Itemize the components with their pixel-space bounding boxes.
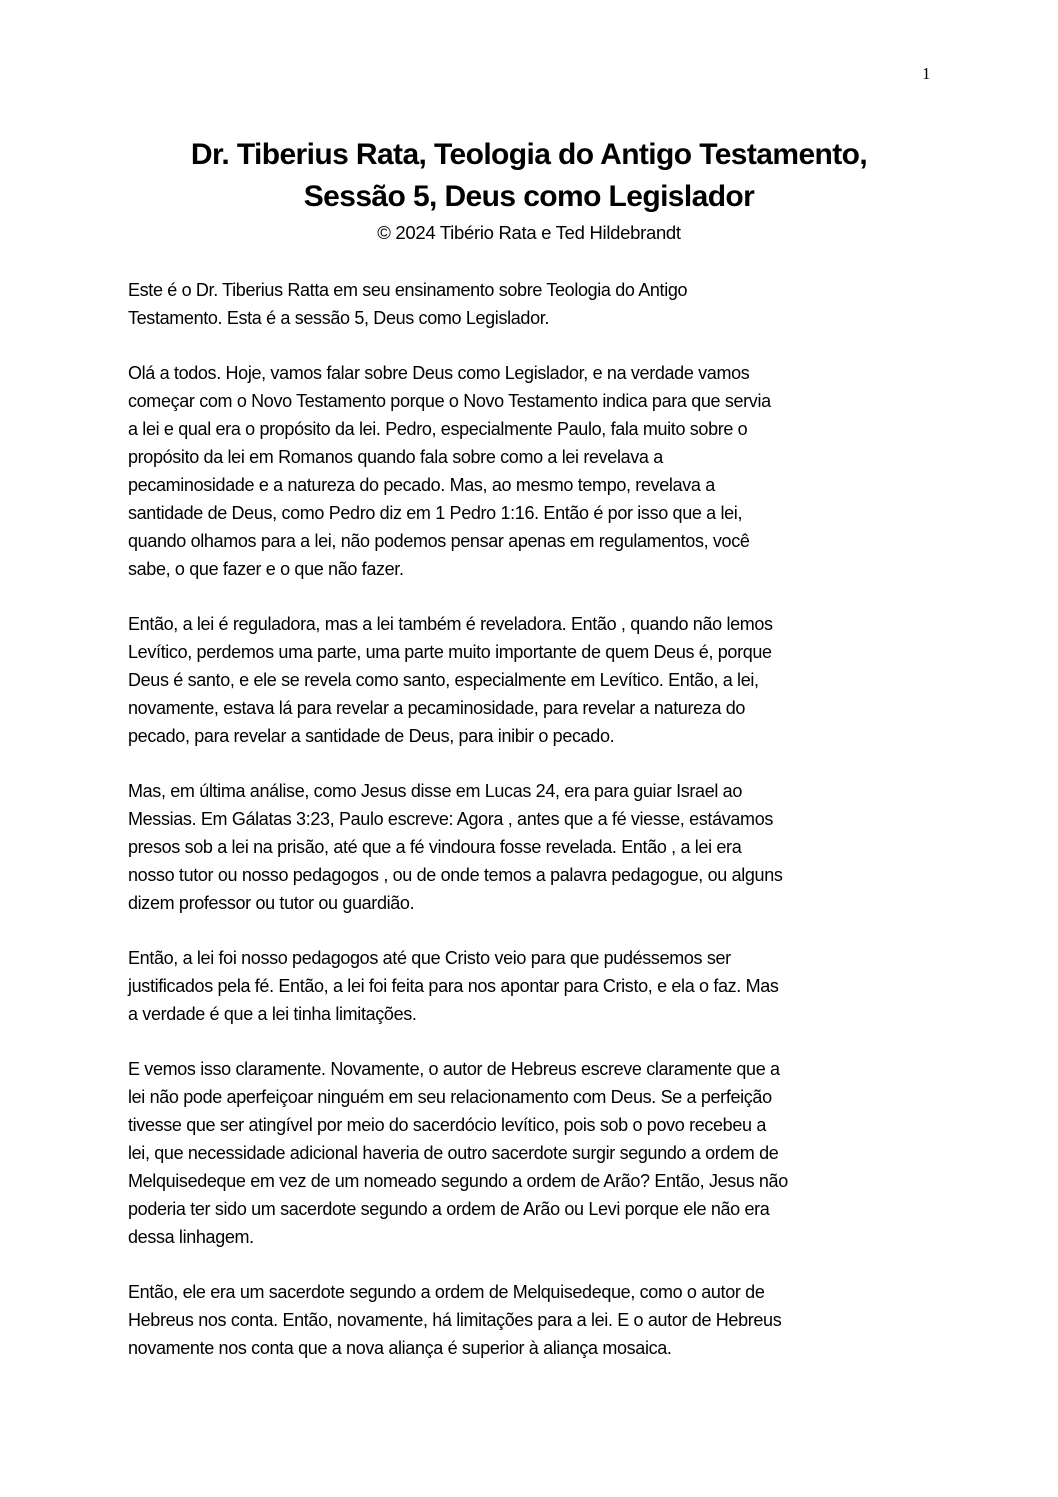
text-line: pecaminosidade e a natureza do pecado. Mas, ao mesmo tempo, revelava a bbox=[128, 475, 715, 495]
page-number: 1 bbox=[922, 64, 931, 83]
paragraph bbox=[128, 1055, 948, 1251]
text-line: Então, a lei é reguladora, mas a lei também é reveladora. Então , quando não lemos bbox=[128, 614, 773, 634]
paragraph bbox=[128, 276, 948, 332]
text-line: poderia ter sido um sacerdote segundo a ordem de Arão ou Levi porque ele não era bbox=[128, 1199, 770, 1219]
text-line: Levítico, perdemos uma parte, uma parte muito importante de quem Deus é, porque bbox=[128, 642, 772, 662]
text-line: Mas, em última análise, como Jesus disse em Lucas 24, era para guiar Israel ao bbox=[128, 781, 743, 801]
text-line: sabe, o que fazer e o que não fazer. bbox=[128, 559, 404, 579]
text-line: Melquisedeque em vez de um nomeado segundo a ordem de Arão? Então, Jesus não bbox=[128, 1171, 788, 1191]
text-line: a lei e qual era o propósito da lei. Pedro, especialmente Paulo, fala muito sobre o bbox=[128, 419, 748, 439]
text-line: lei não pode aperfeiçoar ninguém em seu relacionamento com Deus. Se a perfeição bbox=[128, 1087, 772, 1107]
text-line: pecado, para revelar a santidade de Deus, para inibir o pecado. bbox=[128, 726, 615, 746]
text-line: Olá a todos. Hoje, vamos falar sobre Deus como Legislador, e na verdade vamos bbox=[128, 363, 750, 383]
title-line: Dr. Tiberius Rata, Teologia do Antigo Testamento, bbox=[190, 138, 868, 171]
text-line: novamente, estava lá para revelar a pecaminosidade, para revelar a natureza do bbox=[128, 698, 746, 718]
title-line: Sessão 5, Deus como Legislador bbox=[303, 180, 755, 213]
text-line: novamente nos conta que a nova aliança é superior à aliança mosaica. bbox=[128, 1338, 672, 1358]
text-line: propósito da lei em Romanos quando fala sobre como a lei revelava a bbox=[128, 447, 663, 467]
paragraph bbox=[128, 359, 948, 583]
paragraph bbox=[128, 1278, 948, 1362]
text-line: Messias. Em Gálatas 3:23, Paulo escreve: Agora , antes que a fé viesse, estávamos bbox=[128, 809, 773, 829]
text-line: tivesse que ser atingível por meio do sacerdócio levítico, pois sob o povo recebeu a bbox=[128, 1115, 766, 1135]
document-body bbox=[128, 276, 948, 1389]
copyright-subtitle: © 2024 Tibério Rata e Ted Hildebrandt bbox=[377, 222, 681, 243]
paragraph bbox=[128, 944, 948, 1028]
text-line: Então, ele era um sacerdote segundo a ordem de Melquisedeque, como o autor de bbox=[128, 1282, 765, 1302]
text-line: quando olhamos para a lei, não podemos pensar apenas em regulamentos, você bbox=[128, 531, 750, 551]
text-line: Deus é santo, e ele se revela como santo, especialmente em Levítico. Então, a lei, bbox=[128, 670, 759, 690]
text-line: E vemos isso claramente. Novamente, o autor de Hebreus escreve claramente que a bbox=[128, 1059, 780, 1079]
paragraph bbox=[128, 610, 948, 750]
text-line: dizem professor ou tutor ou guardião. bbox=[128, 893, 415, 913]
document-title bbox=[0, 134, 1058, 218]
text-line: lei, que necessidade adicional haveria de outro sacerdote surgir segundo a ordem de bbox=[128, 1143, 779, 1163]
text-line: presos sob a lei na prisão, até que a fé vindoura fosse revelada. Então , a lei era bbox=[128, 837, 742, 857]
text-line: santidade de Deus, como Pedro diz em 1 Pedro 1:16. Então é por isso que a lei, bbox=[128, 503, 743, 523]
text-line: começar com o Novo Testamento porque o Novo Testamento indica para que servia bbox=[128, 391, 771, 411]
text-line: nosso tutor ou nosso pedagogos , ou de onde temos a palavra pedagogue, ou alguns bbox=[128, 865, 783, 885]
text-line: dessa linhagem. bbox=[128, 1227, 254, 1247]
text-line: Então, a lei foi nosso pedagogos até que Cristo veio para que pudéssemos ser bbox=[128, 948, 731, 968]
paragraph bbox=[128, 777, 948, 917]
text-line: Testamento. Esta é a sessão 5, Deus como Legislador. bbox=[128, 308, 550, 328]
text-line: Hebreus nos conta. Então, novamente, há limitações para a lei. E o autor de Hebreus bbox=[128, 1310, 782, 1330]
text-line: justificados pela fé. Então, a lei foi feita para nos apontar para Cristo, e ela o faz. Mas bbox=[128, 976, 779, 996]
text-line: a verdade é que a lei tinha limitações. bbox=[128, 1004, 417, 1024]
text-line: Este é o Dr. Tiberius Ratta em seu ensinamento sobre Teologia do Antigo bbox=[128, 280, 688, 300]
